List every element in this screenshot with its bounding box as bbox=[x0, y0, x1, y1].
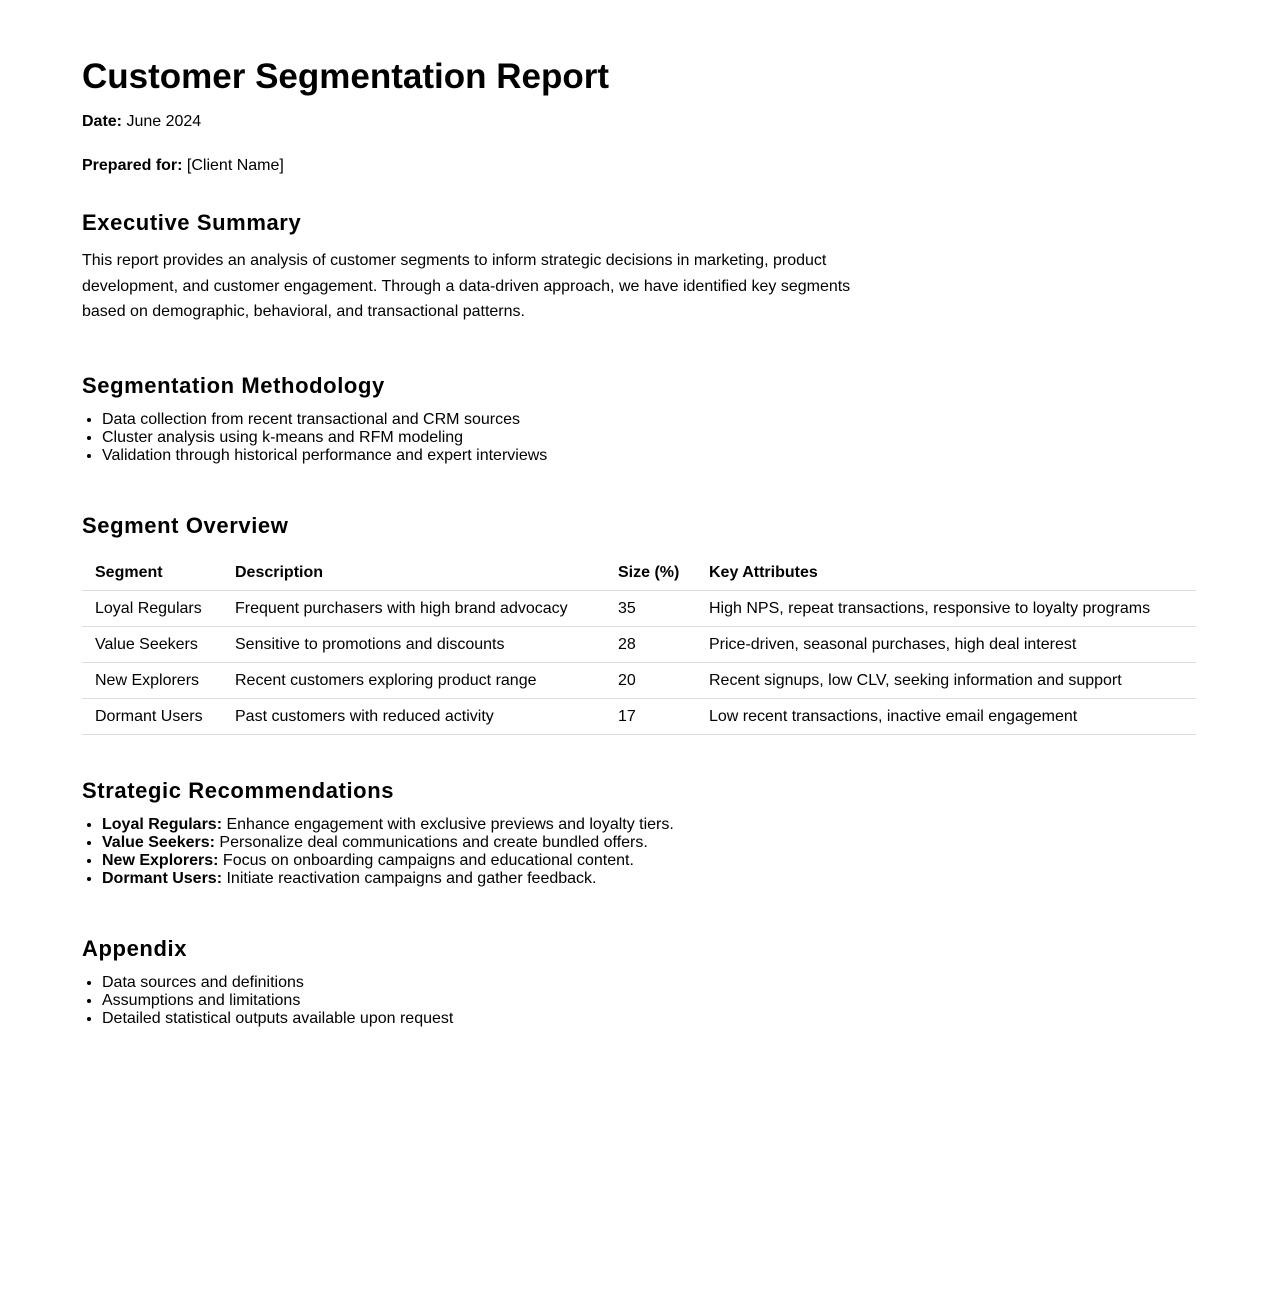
table-cell: Loyal Regulars bbox=[82, 591, 222, 627]
methodology-heading: Segmentation Methodology bbox=[82, 373, 385, 398]
column-header: Segment bbox=[82, 555, 222, 591]
table-cell: 17 bbox=[605, 699, 696, 735]
date-value: June 2024 bbox=[122, 113, 202, 130]
table-cell: Frequent purchasers with high brand advocacy bbox=[222, 591, 605, 627]
appendix-list bbox=[82, 974, 453, 1028]
prepared-label: Prepared for: bbox=[82, 157, 183, 174]
table-cell: 20 bbox=[605, 663, 696, 699]
table-cell: Value Seekers bbox=[82, 627, 222, 663]
prepared-for bbox=[82, 156, 284, 176]
list-item: • Cluster analysis using k-means and RFM modeling bbox=[102, 429, 547, 447]
list-item bbox=[102, 852, 674, 870]
table-cell: High NPS, repeat transactions, responsive to loyalty programs bbox=[696, 591, 1196, 627]
table-row bbox=[82, 591, 1196, 627]
date-label: Date: bbox=[82, 113, 123, 130]
table-cell: Sensitive to promotions and discounts bbox=[222, 627, 605, 663]
page-title: Customer Segmentation Report bbox=[82, 57, 609, 96]
table-cell: 35 bbox=[605, 591, 696, 627]
table-cell: Price-driven, seasonal purchases, high deal interest bbox=[696, 627, 1196, 663]
list-item: • Assumptions and limitations bbox=[102, 992, 453, 1010]
list-item bbox=[102, 834, 674, 852]
recommendations-list bbox=[82, 816, 674, 888]
table-cell: Recent signups, low CLV, seeking information and support bbox=[696, 663, 1196, 699]
recommendations-heading: Strategic Recommendations bbox=[82, 778, 395, 803]
item-label: Loyal Regulars: bbox=[102, 816, 223, 833]
list-item: • Data collection from recent transactional and CRM sources bbox=[102, 411, 547, 429]
item-text: Personalize deal communications and create bundled offers. bbox=[214, 834, 648, 851]
table-cell: Low recent transactions, inactive email engagement bbox=[696, 699, 1196, 735]
segment-overview-heading: Segment Overview bbox=[82, 513, 289, 538]
list-item: • Validation through historical performance and expert interviews bbox=[102, 447, 547, 465]
item-text: Initiate reactivation campaigns and gather feedback. bbox=[222, 870, 597, 887]
table-row bbox=[82, 663, 1196, 699]
table-cell: Recent customers exploring product range bbox=[222, 663, 605, 699]
segment-table bbox=[82, 555, 1196, 735]
column-header: Key Attributes bbox=[696, 555, 1196, 591]
table-header-row bbox=[82, 555, 1196, 591]
methodology-list bbox=[82, 411, 547, 465]
column-header: Size (%) bbox=[605, 555, 696, 591]
item-text: Focus on onboarding campaigns and educational content. bbox=[218, 852, 634, 869]
executive-summary-heading: Executive Summary bbox=[82, 210, 302, 235]
table-cell: Past customers with reduced activity bbox=[222, 699, 605, 735]
report-date bbox=[82, 112, 201, 132]
table-cell: 28 bbox=[605, 627, 696, 663]
list-item: • Data sources and definitions bbox=[102, 974, 453, 992]
appendix-heading: Appendix bbox=[82, 936, 188, 961]
table-row bbox=[82, 699, 1196, 735]
column-header: Description bbox=[222, 555, 605, 591]
table-row bbox=[82, 627, 1196, 663]
item-text: Enhance engagement with exclusive previews and loyalty tiers. bbox=[222, 816, 674, 833]
executive-summary-text: This report provides an analysis of customer segments to inform strategic decisions in marketing, product development, and customer engagement. Through a data-driven approach, we have identified key segments based on demographic, behavioral, and transactional patterns. bbox=[82, 252, 851, 320]
table-cell: New Explorers bbox=[82, 663, 222, 699]
list-item bbox=[102, 816, 674, 834]
item-label: Value Seekers: bbox=[102, 834, 215, 851]
item-label: New Explorers: bbox=[102, 852, 219, 869]
list-item bbox=[102, 870, 674, 888]
prepared-value: [Client Name] bbox=[182, 157, 284, 174]
list-item: • Detailed statistical outputs available upon request bbox=[102, 1010, 453, 1028]
item-label: Dormant Users: bbox=[102, 870, 223, 887]
table-cell: Dormant Users bbox=[82, 699, 222, 735]
